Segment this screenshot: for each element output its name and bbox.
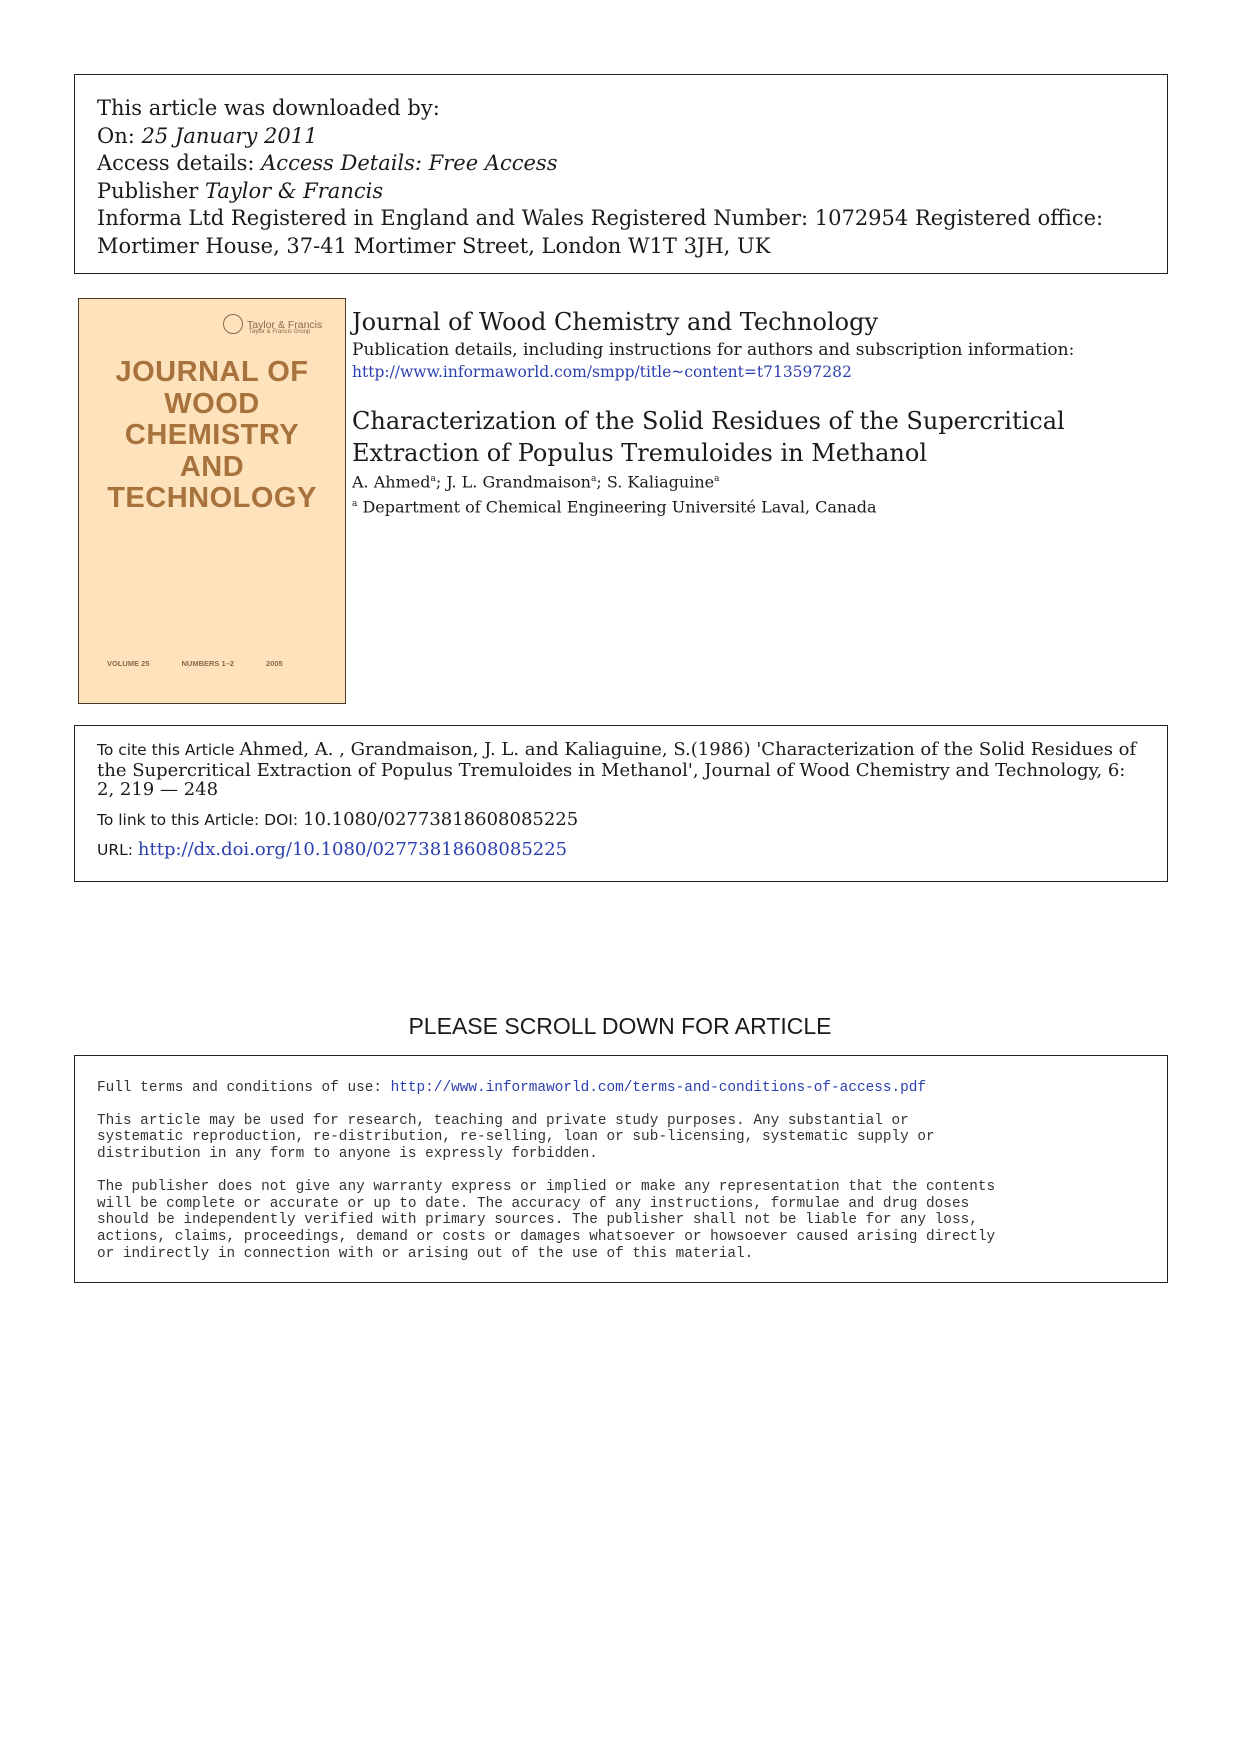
download-date: 25 January 2011: [141, 123, 318, 148]
url-label: URL:: [97, 841, 138, 859]
affiliation-text: Department of Chemical Engineering Université Laval, Canada: [357, 497, 877, 517]
journal-cover-image: [78, 298, 346, 704]
author-name: A. Ahmed: [352, 472, 431, 492]
journal-url-link[interactable]: http://www.informaworld.com/smpp/title~content=t713597282: [352, 363, 852, 381]
publisher-logo-text: Taylor & Francis: [247, 318, 323, 331]
author-list: A. Ahmed$^a$; J. L. Grandmaison$^a$; S. Kaliaguine$^a$: [352, 472, 720, 492]
article-metadata: [352, 307, 1172, 520]
download-date-line: [97, 123, 1147, 151]
full-terms-line: [97, 1080, 1147, 1097]
cover-title-line: JOURNAL OF: [115, 356, 309, 388]
terms-box: [74, 1055, 1168, 1283]
access-details-line: [97, 150, 1147, 178]
doi-line: [97, 810, 1147, 831]
cite-paragraph: [97, 740, 1147, 800]
cover-volume: VOLUME 25: [107, 659, 150, 668]
disclaimer-paragraph: The publisher does not give any warranty express or implied or make any representation that the contents will be complete or accurate or up to date. The accuracy of any instructions, formulae and drug doses should be independently verified with primary sources. The publisher shall not be liable for any loss, actions, claims, proceedings, demand or costs or damages whatsoever or howsoever caused arising directly or indirectly in connection with or arising out of the use of this material.: [97, 1178, 996, 1262]
registration-text: Informa Ltd Registered in England and Wales Registered Number: 1072954 Registered office: Mortimer House, 37-41 Mortimer Street, London W1T 3JH, UK: [97, 206, 1104, 258]
article-title: Characterization of the Solid Residues of the Supercritical Extraction of Populus Tremuloides in Methanol: [352, 407, 1065, 467]
access-label: Access details:: [97, 151, 262, 175]
publisher-logo-subtext: Taylor & Francis Group: [249, 329, 311, 335]
doi-value: 10.1080/02773818608085225: [303, 808, 579, 830]
access-details: Access Details: Free Access: [261, 151, 558, 175]
doi-url-link[interactable]: http://dx.doi.org/10.1080/02773818608085225: [137, 839, 568, 860]
affiliation-mark: a: [352, 499, 358, 510]
publisher-logo-icon: [223, 314, 243, 334]
download-info-box: [74, 74, 1168, 274]
publisher-name: Taylor & Francis: [204, 178, 384, 203]
publication-details: Publication details, including instructions for authors and subscription information:: [352, 340, 1075, 360]
author-name: J. L. Grandmaison: [446, 472, 591, 492]
author-affiliation-mark: a: [430, 474, 436, 484]
cite-text: Ahmed, A. , Grandmaison, J. L. and Kaliaguine, S.(1986) 'Characterization of the Solid Residues of the Supercritical Extraction of Populus Tremuloides in Methanol', Journal of Wood Chemistry and Technology, 6: 2, 219 — 248: [97, 739, 1137, 800]
citation-box: [74, 725, 1168, 882]
cover-title-line: CHEMISTRY: [124, 419, 300, 451]
publisher-label: Publisher: [97, 178, 205, 203]
publisher-logo: [223, 315, 322, 335]
publisher-line: [97, 178, 1147, 206]
scroll-notice: PLEASE SCROLL DOWN FOR ARTICLE: [408, 1013, 832, 1039]
cite-label: To cite this Article: [97, 741, 240, 759]
cover-title-line: WOOD: [164, 387, 260, 420]
cover-footer: [107, 659, 315, 668]
usage-paragraph: This article may be used for research, teaching and private study purposes. Any substantial or systematic reproduction, re-distribution, re-selling, loan or sub-licensing, systematic supply or distribution in any form to anyone is expressly forbidden.: [97, 1112, 935, 1163]
doi-label: To link to this Article: DOI:: [97, 810, 304, 829]
downloaded-by-line: This article was downloaded by:: [97, 96, 440, 120]
journal-title: Journal of Wood Chemistry and Technology: [352, 308, 878, 336]
affiliation: [352, 492, 1172, 519]
full-terms-label: Full terms and conditions of use:: [97, 1080, 391, 1096]
cover-title-line: AND: [179, 450, 245, 483]
author-affiliation-mark: a: [590, 474, 597, 484]
cover-title: [79, 357, 345, 515]
author-affiliation-mark: a: [714, 474, 720, 484]
terms-url-link[interactable]: http://www.informaworld.com/terms-and-conditions-of-access.pdf: [390, 1080, 927, 1096]
url-line: [97, 840, 1147, 861]
cover-numbers: NUMBERS 1–2: [181, 659, 235, 668]
author-name: S. Kaliaguine: [606, 472, 715, 492]
on-label: On:: [97, 123, 142, 148]
cover-title-line: TECHNOLOGY: [107, 482, 317, 514]
cover-year: 2005: [266, 659, 283, 668]
